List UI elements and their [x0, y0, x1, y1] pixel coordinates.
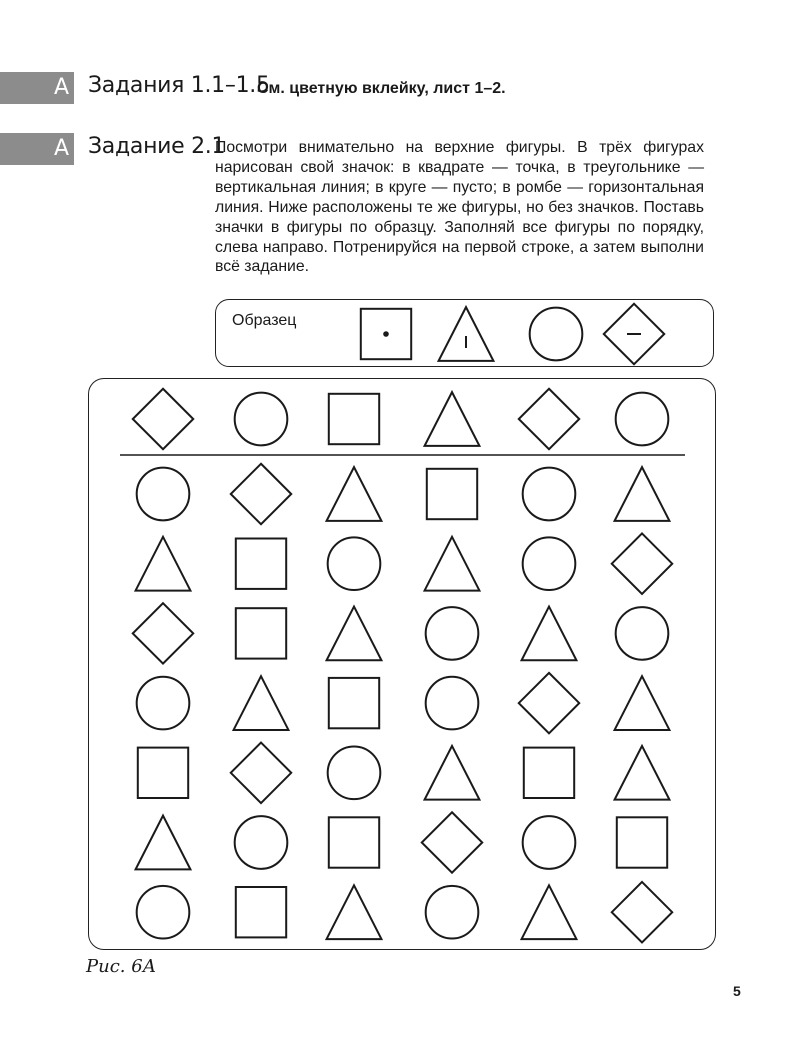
grid-shape-diamond — [519, 673, 579, 733]
section-label-letter: А — [53, 75, 69, 100]
shape-grid-box — [88, 378, 716, 950]
grid-shape-triangle — [425, 746, 480, 800]
grid-shape-circle — [235, 816, 288, 869]
practice-shape-diamond — [519, 389, 579, 449]
practice-shape-circle — [616, 393, 669, 446]
grid-shape-circle — [137, 886, 190, 939]
grid-shape-circle — [616, 607, 669, 660]
grid-shape-square — [236, 887, 286, 937]
grid-shape-diamond — [422, 812, 482, 872]
task-title-2: Задание 2.1 — [88, 134, 226, 159]
grid-shape-triangle — [136, 816, 191, 870]
task-title-1: Задания 1.1–1.5 — [88, 73, 270, 98]
grid-shape-diamond — [133, 603, 193, 663]
grid-shape-square — [427, 469, 477, 519]
practice-shape-square — [329, 394, 379, 444]
grid-shape-triangle — [615, 676, 670, 730]
grid-shape-circle — [328, 537, 381, 590]
practice-shape-circle — [235, 393, 288, 446]
page-number: 5 — [733, 983, 741, 999]
grid-shape-circle — [523, 816, 576, 869]
grid-shape-circle — [426, 677, 479, 730]
grid-shape-circle — [523, 468, 576, 521]
grid-shape-triangle — [327, 607, 382, 661]
grid-shape-square — [138, 748, 188, 798]
section-label-bar — [0, 72, 74, 104]
grid-shape-triangle — [425, 537, 480, 591]
grid-shape-square — [329, 817, 379, 867]
grid-shape-diamond — [612, 533, 672, 593]
grid-shape-square — [329, 678, 379, 728]
grid-shape-square — [236, 539, 286, 589]
grid-shape-square — [524, 748, 574, 798]
section-label-letter: А — [53, 136, 69, 161]
grid-shape-triangle — [327, 467, 382, 521]
grid-shape-circle — [426, 886, 479, 939]
grid-shape-square — [617, 817, 667, 867]
task-instructions: Посмотри внимательно на верхние фигуры. В трёх фигурах нарисован свой значок: в квадрате — точка, в треугольнике — вертикальная линия; в круге — пусто; в ромбе — горизонтальная линия. Ниже расположены те же фигуры, но без значков. Поставь значки в фигуры по образцу. Заполняй все фигуры по порядку, слева направо. Потренируйся на первой строке, а затем выполни всё задание. — [215, 139, 704, 276]
grid-shape-circle — [426, 607, 479, 660]
grid-shape-diamond — [231, 464, 291, 524]
sample-shape-circle — [530, 308, 583, 361]
grid-shape-circle — [328, 746, 381, 799]
practice-shape-diamond — [133, 389, 193, 449]
grid-shape-square — [236, 608, 286, 658]
grid-shape-circle — [137, 468, 190, 521]
grid-shape-diamond — [231, 743, 291, 803]
practice-shape-triangle — [425, 392, 480, 446]
grid-shape-circle — [137, 677, 190, 730]
grid-shape-triangle — [234, 676, 289, 730]
grid-shape-diamond — [612, 882, 672, 942]
sample-label: Образец — [232, 312, 297, 329]
grid-shape-triangle — [522, 885, 577, 939]
sample-shapes — [216, 300, 715, 368]
grid-shape-triangle — [522, 607, 577, 661]
grid-shape-triangle — [136, 537, 191, 591]
shape-grid — [89, 379, 717, 951]
grid-shape-triangle — [615, 746, 670, 800]
sample-box — [215, 299, 714, 367]
sample-shape-triangle — [439, 307, 494, 361]
grid-shape-triangle — [327, 885, 382, 939]
sample-mark-dot — [383, 331, 389, 337]
section-label-bar — [0, 133, 74, 165]
grid-shape-circle — [523, 537, 576, 590]
figure-caption: Рис. 6А — [86, 956, 157, 977]
grid-shape-triangle — [615, 467, 670, 521]
task-note-color-insert: См. цветную вклейку, лист 1–2. — [257, 80, 506, 97]
